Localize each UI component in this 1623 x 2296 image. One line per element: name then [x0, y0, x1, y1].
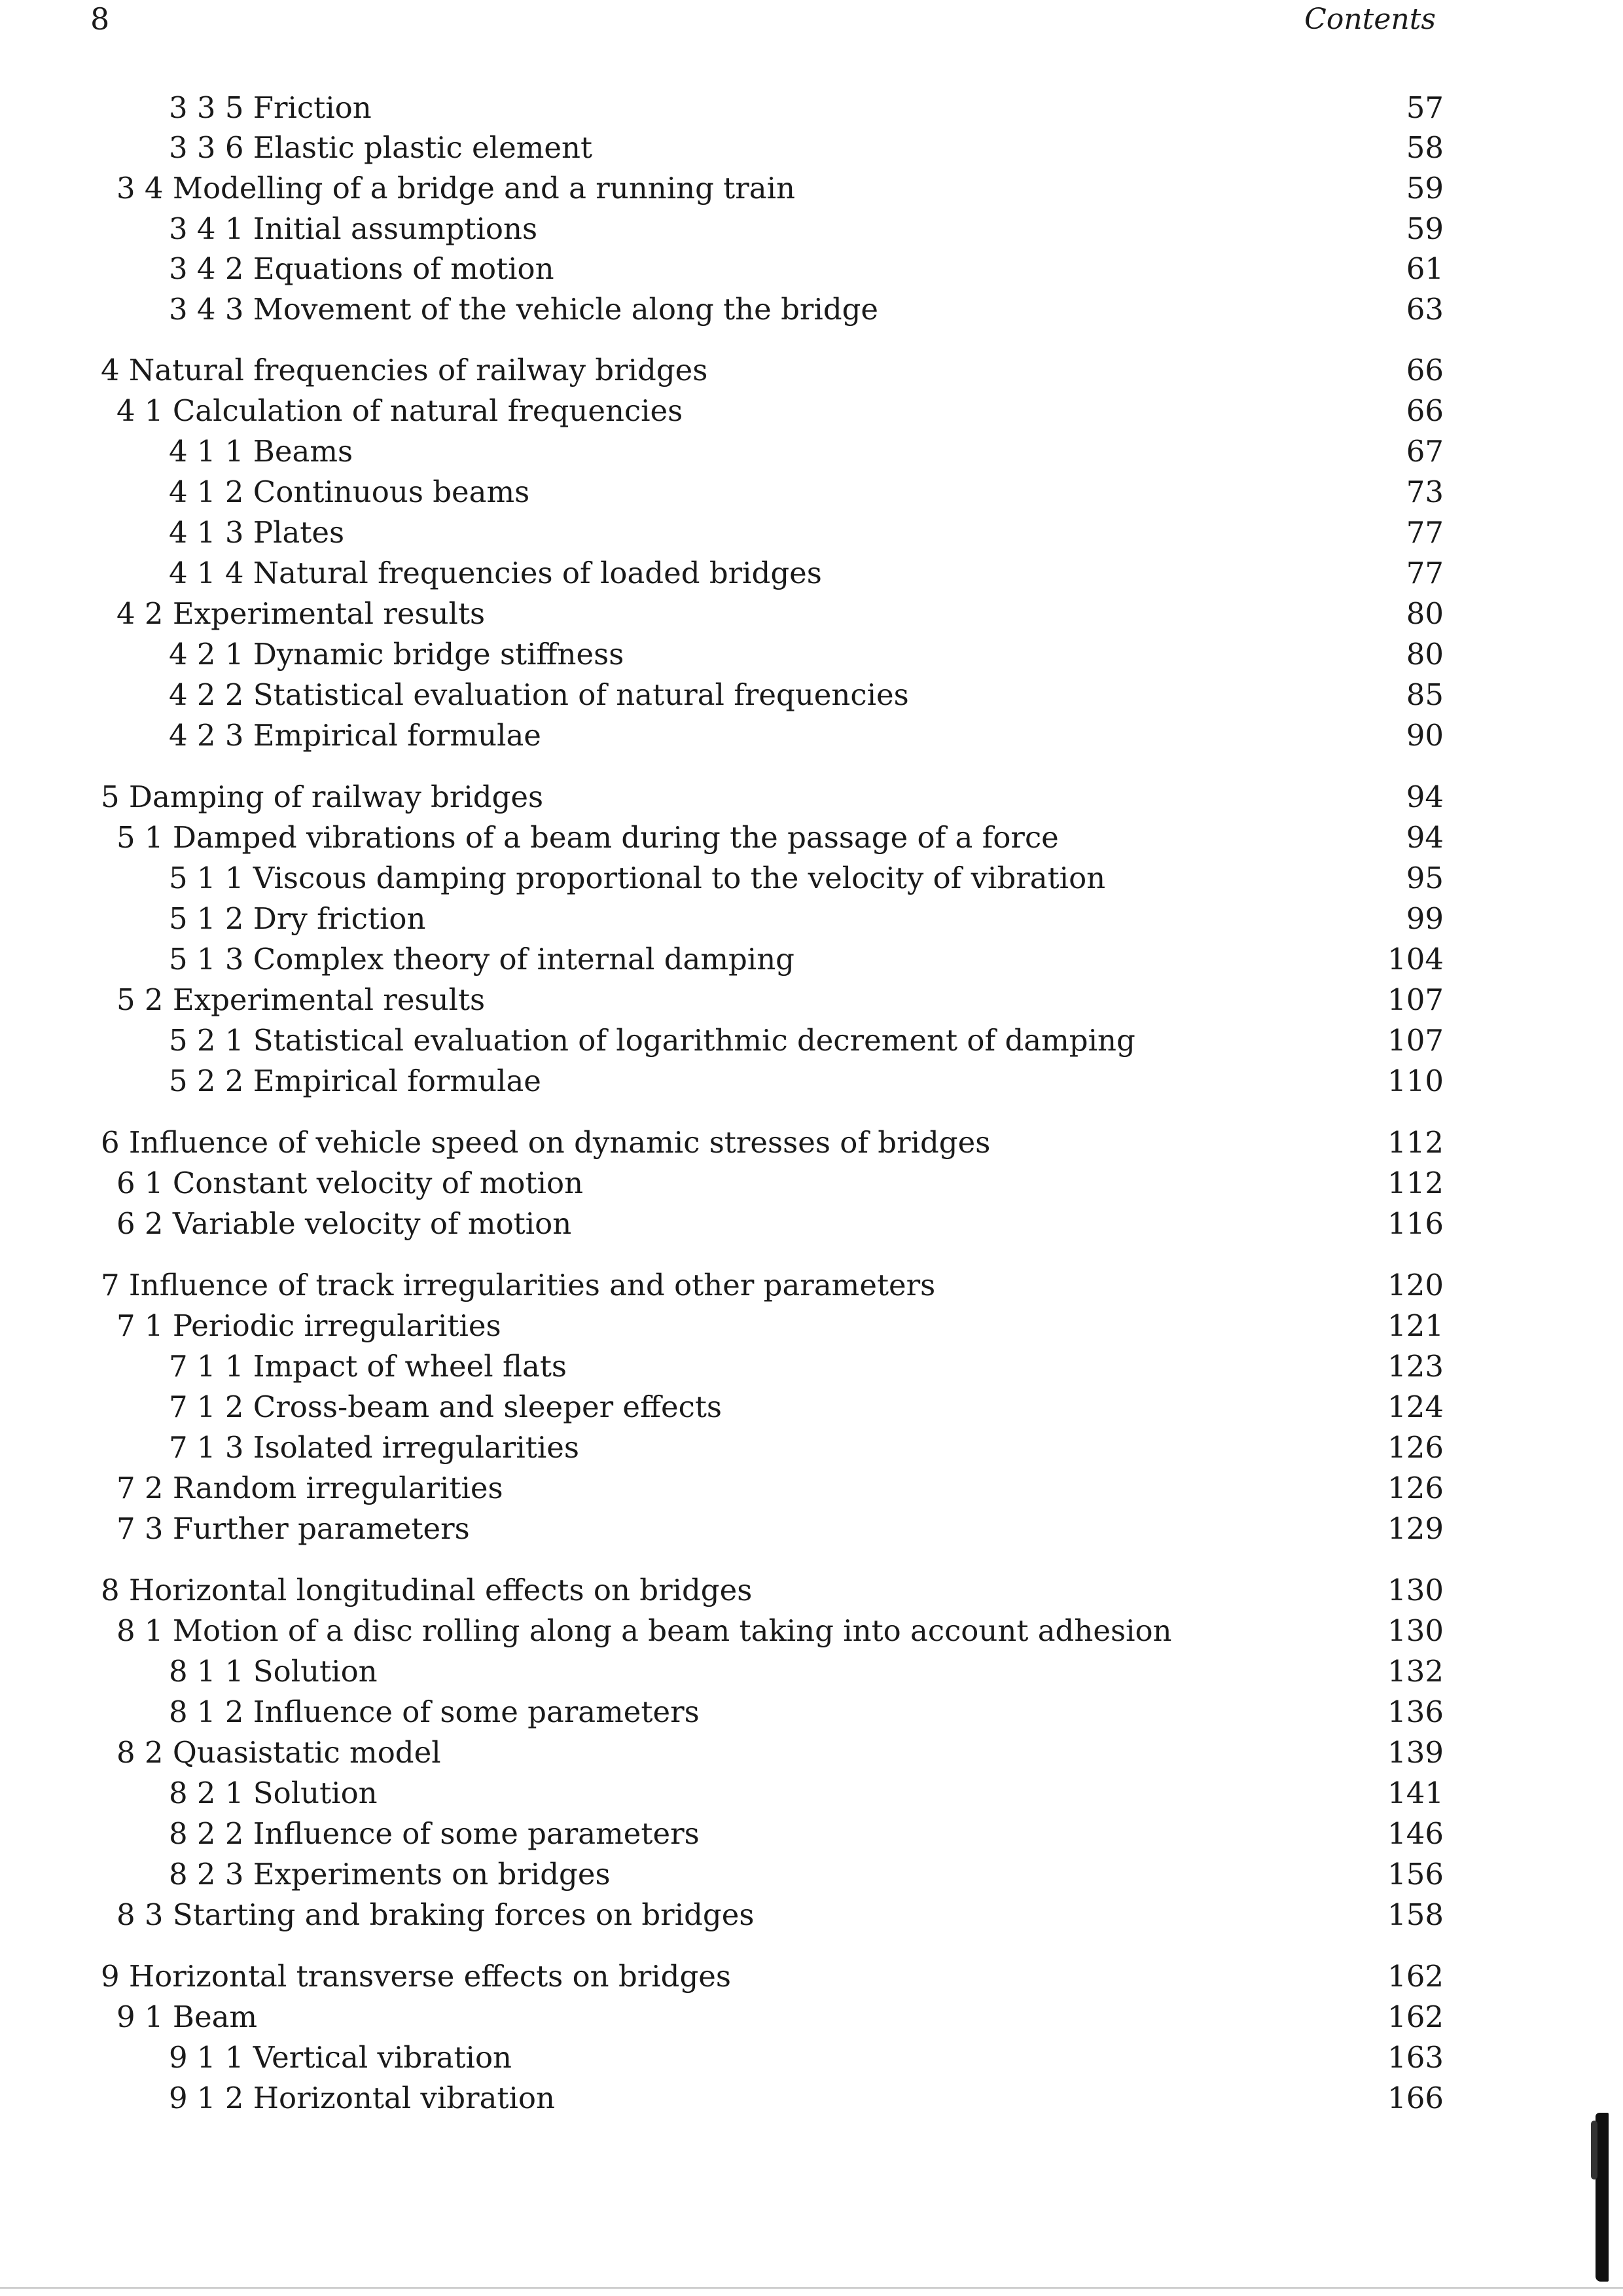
- toc-entry-title: 4 1 4 Natural frequencies of loaded bridges: [169, 556, 822, 590]
- toc-entry-page: 58: [1406, 130, 1444, 165]
- page-number: 8: [90, 1, 110, 37]
- toc-entry-title: 7 1 1 Impact of wheel flats: [169, 1349, 567, 1384]
- toc-entry-page: 80: [1406, 596, 1444, 631]
- toc-entry-title: 9 1 Beam: [116, 2000, 258, 2034]
- toc-entry-page: 112: [1387, 1166, 1444, 1200]
- toc-entry-title: 8 2 Quasistatic model: [116, 1735, 441, 1770]
- toc-entry-page: 107: [1387, 1023, 1444, 1058]
- toc-entry: [101, 1062, 1444, 1101]
- toc-entry-title: 7 1 2 Cross-beam and sleeper effects: [169, 1390, 722, 1424]
- toc-entry: [101, 351, 1444, 390]
- toc-entry-title: 3 3 5 Friction: [169, 90, 372, 125]
- toc-entry-page: 107: [1387, 982, 1444, 1017]
- toc-entry: [101, 128, 1444, 168]
- toc-entry-page: 59: [1406, 211, 1444, 246]
- toc-entry-page: 158: [1387, 1897, 1444, 1932]
- toc-entry-title: 4 2 Experimental results: [116, 596, 486, 631]
- toc-entry-page: 67: [1406, 434, 1444, 469]
- toc-entry-page: 94: [1406, 780, 1444, 814]
- toc-entry-title: 7 3 Further parameters: [116, 1511, 470, 1546]
- toc-entry: [101, 1895, 1444, 1935]
- toc-entry-title: 8 2 3 Experiments on bridges: [169, 1857, 611, 1892]
- toc-entry: [101, 1998, 1444, 2037]
- toc-entry: [101, 1204, 1444, 1244]
- toc-entry-page: 141: [1387, 1776, 1444, 1810]
- toc-entry-page: 121: [1387, 1308, 1444, 1343]
- toc-entry-page: 90: [1406, 718, 1444, 753]
- toc-entry-page: 120: [1387, 1268, 1444, 1302]
- toc-entry: [101, 391, 1444, 431]
- toc-entry: [101, 1021, 1444, 1060]
- toc-entry-page: 63: [1406, 292, 1444, 327]
- toc-entry-page: 99: [1406, 901, 1444, 936]
- toc-entry-page: 163: [1387, 2040, 1444, 2075]
- toc-entry: [101, 940, 1444, 979]
- toc-entry-title: 5 2 2 Empirical formulae: [169, 1064, 541, 1098]
- toc-entry-page: 126: [1387, 1430, 1444, 1465]
- toc-entry-title: 8 Horizontal longitudinal effects on bridges: [101, 1573, 753, 1607]
- toc-entry-title: 8 1 2 Influence of some parameters: [169, 1695, 700, 1729]
- toc-entry-title: 4 1 1 Beams: [169, 434, 353, 469]
- toc-entry: [101, 1571, 1444, 1610]
- toc-entry-page: 110: [1387, 1064, 1444, 1098]
- running-head: Contents: [1304, 3, 1436, 36]
- toc-entry-page: 57: [1406, 90, 1444, 125]
- toc-entry-title: 5 1 1 Viscous damping proportional to the velocity of vibration: [169, 861, 1106, 895]
- toc-entry-title: 5 1 Damped vibrations of a beam during the passage of a force: [116, 820, 1059, 855]
- toc-entry: [101, 1164, 1444, 1203]
- toc-entry-title: 3 4 3 Movement of the vehicle along the bridge: [169, 292, 879, 327]
- toc-entry-page: 66: [1406, 353, 1444, 387]
- toc-entry-title: 3 4 Modelling of a bridge and a running train: [116, 171, 795, 206]
- page-bottom-edge: [0, 2287, 1623, 2289]
- toc-entry: [101, 899, 1444, 939]
- toc-entry-page: 112: [1387, 1125, 1444, 1160]
- toc-entry: [101, 2038, 1444, 2077]
- toc-entry-page: 61: [1406, 251, 1444, 286]
- toc-entry-title: 4 1 Calculation of natural frequencies: [116, 393, 683, 428]
- toc-entry-title: 8 2 1 Solution: [169, 1776, 378, 1810]
- toc-entry: [101, 2079, 1444, 2118]
- toc-entry-page: 146: [1387, 1816, 1444, 1851]
- toc-entry-title: 4 2 3 Empirical formulae: [169, 718, 541, 753]
- scan-edge-mark: [1596, 2113, 1609, 2282]
- toc-entry-title: 4 2 2 Statistical evaluation of natural frequencies: [169, 677, 909, 712]
- toc-entry-page: 162: [1387, 2000, 1444, 2034]
- toc-entry-title: 3 4 2 Equations of motion: [169, 251, 554, 286]
- toc-entry: [101, 1855, 1444, 1894]
- toc-entry: [101, 859, 1444, 898]
- toc-entry-title: 7 Influence of track irregularities and other parameters: [101, 1268, 936, 1302]
- toc-entry-page: 130: [1387, 1573, 1444, 1607]
- toc-entry: [101, 818, 1444, 857]
- toc-entry-page: 132: [1387, 1654, 1444, 1689]
- toc-entry-title: 6 2 Variable velocity of motion: [116, 1206, 572, 1241]
- toc-entry: [101, 594, 1444, 634]
- toc-entry-title: 4 2 1 Dynamic bridge stiffness: [169, 637, 624, 672]
- toc-entry-title: 9 Horizontal transverse effects on bridges: [101, 1959, 731, 1994]
- toc-entry: [101, 169, 1444, 208]
- toc-entry-title: 8 2 2 Influence of some parameters: [169, 1816, 700, 1851]
- toc-entry-title: 8 3 Starting and braking forces on bridges: [116, 1897, 755, 1932]
- toc-entry-page: 162: [1387, 1959, 1444, 1994]
- toc-entry-title: 6 Influence of vehicle speed on dynamic stresses of bridges: [101, 1125, 991, 1160]
- toc-entry: [101, 1693, 1444, 1732]
- toc-entry-title: 6 1 Constant velocity of motion: [116, 1166, 584, 1200]
- toc-entry: [101, 716, 1444, 755]
- toc-entry: [101, 1428, 1444, 1467]
- toc-entry-title: 9 1 2 Horizontal vibration: [169, 2081, 555, 2115]
- toc-entry-page: 85: [1406, 677, 1444, 712]
- toc-entry-title: 5 2 Experimental results: [116, 982, 486, 1017]
- toc-entry-page: 139: [1387, 1735, 1444, 1770]
- toc-entry: [101, 1652, 1444, 1691]
- toc-entry: [101, 1469, 1444, 1508]
- toc-entry-title: 7 1 3 Isolated irregularities: [169, 1430, 579, 1465]
- toc-entry-title: 9 1 1 Vertical vibration: [169, 2040, 512, 2075]
- toc-entry: [101, 432, 1444, 471]
- toc-entry-title: 3 4 1 Initial assumptions: [169, 211, 538, 246]
- toc-entry: [101, 1509, 1444, 1549]
- toc-entry: [101, 1123, 1444, 1162]
- toc-entry-page: 136: [1387, 1695, 1444, 1729]
- toc-entry-title: 8 1 1 Solution: [169, 1654, 378, 1689]
- toc-entry: [101, 1733, 1444, 1772]
- toc-entry-page: 95: [1406, 861, 1444, 895]
- toc-entry: [101, 635, 1444, 674]
- toc-entry-title: 8 1 Motion of a disc rolling along a beam taking into account adhesion: [116, 1613, 1172, 1648]
- toc-entry-title: 5 1 2 Dry friction: [169, 901, 426, 936]
- toc-entry: [101, 1266, 1444, 1305]
- toc-entry-title: 5 1 3 Complex theory of internal damping: [169, 942, 794, 977]
- toc-entry-page: 77: [1406, 556, 1444, 590]
- toc-entry: [101, 473, 1444, 512]
- toc-entry-page: 166: [1387, 2081, 1444, 2115]
- toc-entry-title: 5 Damping of railway bridges: [101, 780, 544, 814]
- toc-entry-page: 116: [1387, 1206, 1444, 1241]
- toc-entry: [101, 290, 1444, 329]
- toc-entry-title: 4 Natural frequencies of railway bridges: [101, 353, 708, 387]
- toc-entry: [101, 675, 1444, 715]
- toc-entry: [101, 554, 1444, 593]
- toc-entry-page: 59: [1406, 171, 1444, 206]
- toc-entry-page: 77: [1406, 515, 1444, 550]
- toc-entry-title: 5 2 1 Statistical evaluation of logarithmic decrement of damping: [169, 1023, 1135, 1058]
- toc-entry: [101, 778, 1444, 817]
- toc-entry-page: 73: [1406, 475, 1444, 509]
- toc-entry: [101, 209, 1444, 249]
- toc-entry-page: 94: [1406, 820, 1444, 855]
- toc-entry-page: 104: [1387, 942, 1444, 977]
- toc-entry: [101, 513, 1444, 552]
- toc-entry-page: 130: [1387, 1613, 1444, 1648]
- toc-entry-page: 124: [1387, 1390, 1444, 1424]
- toc-entry: [101, 980, 1444, 1020]
- toc-entry: [101, 1957, 1444, 1996]
- toc-entry: [101, 1347, 1444, 1386]
- toc-entry: [101, 249, 1444, 289]
- toc-entry-title: 4 1 2 Continuous beams: [169, 475, 530, 509]
- toc-entry: [101, 1611, 1444, 1651]
- toc-entry-page: 123: [1387, 1349, 1444, 1384]
- toc-entry-title: 3 3 6 Elastic plastic element: [169, 130, 593, 165]
- toc-entry: [101, 1388, 1444, 1427]
- toc-entry: [101, 1814, 1444, 1854]
- toc-entry-title: 7 1 Periodic irregularities: [116, 1308, 501, 1343]
- toc-entry-page: 80: [1406, 637, 1444, 672]
- toc-entry: [101, 1306, 1444, 1346]
- toc-entry-page: 126: [1387, 1471, 1444, 1505]
- toc-entry-page: 66: [1406, 393, 1444, 428]
- toc-entry-title: 7 2 Random irregularities: [116, 1471, 503, 1505]
- toc-entry-title: 4 1 3 Plates: [169, 515, 345, 550]
- toc-entry: [101, 88, 1444, 128]
- toc-entry-page: 156: [1387, 1857, 1444, 1892]
- toc-entry-page: 129: [1387, 1511, 1444, 1546]
- toc-entry: [101, 1774, 1444, 1813]
